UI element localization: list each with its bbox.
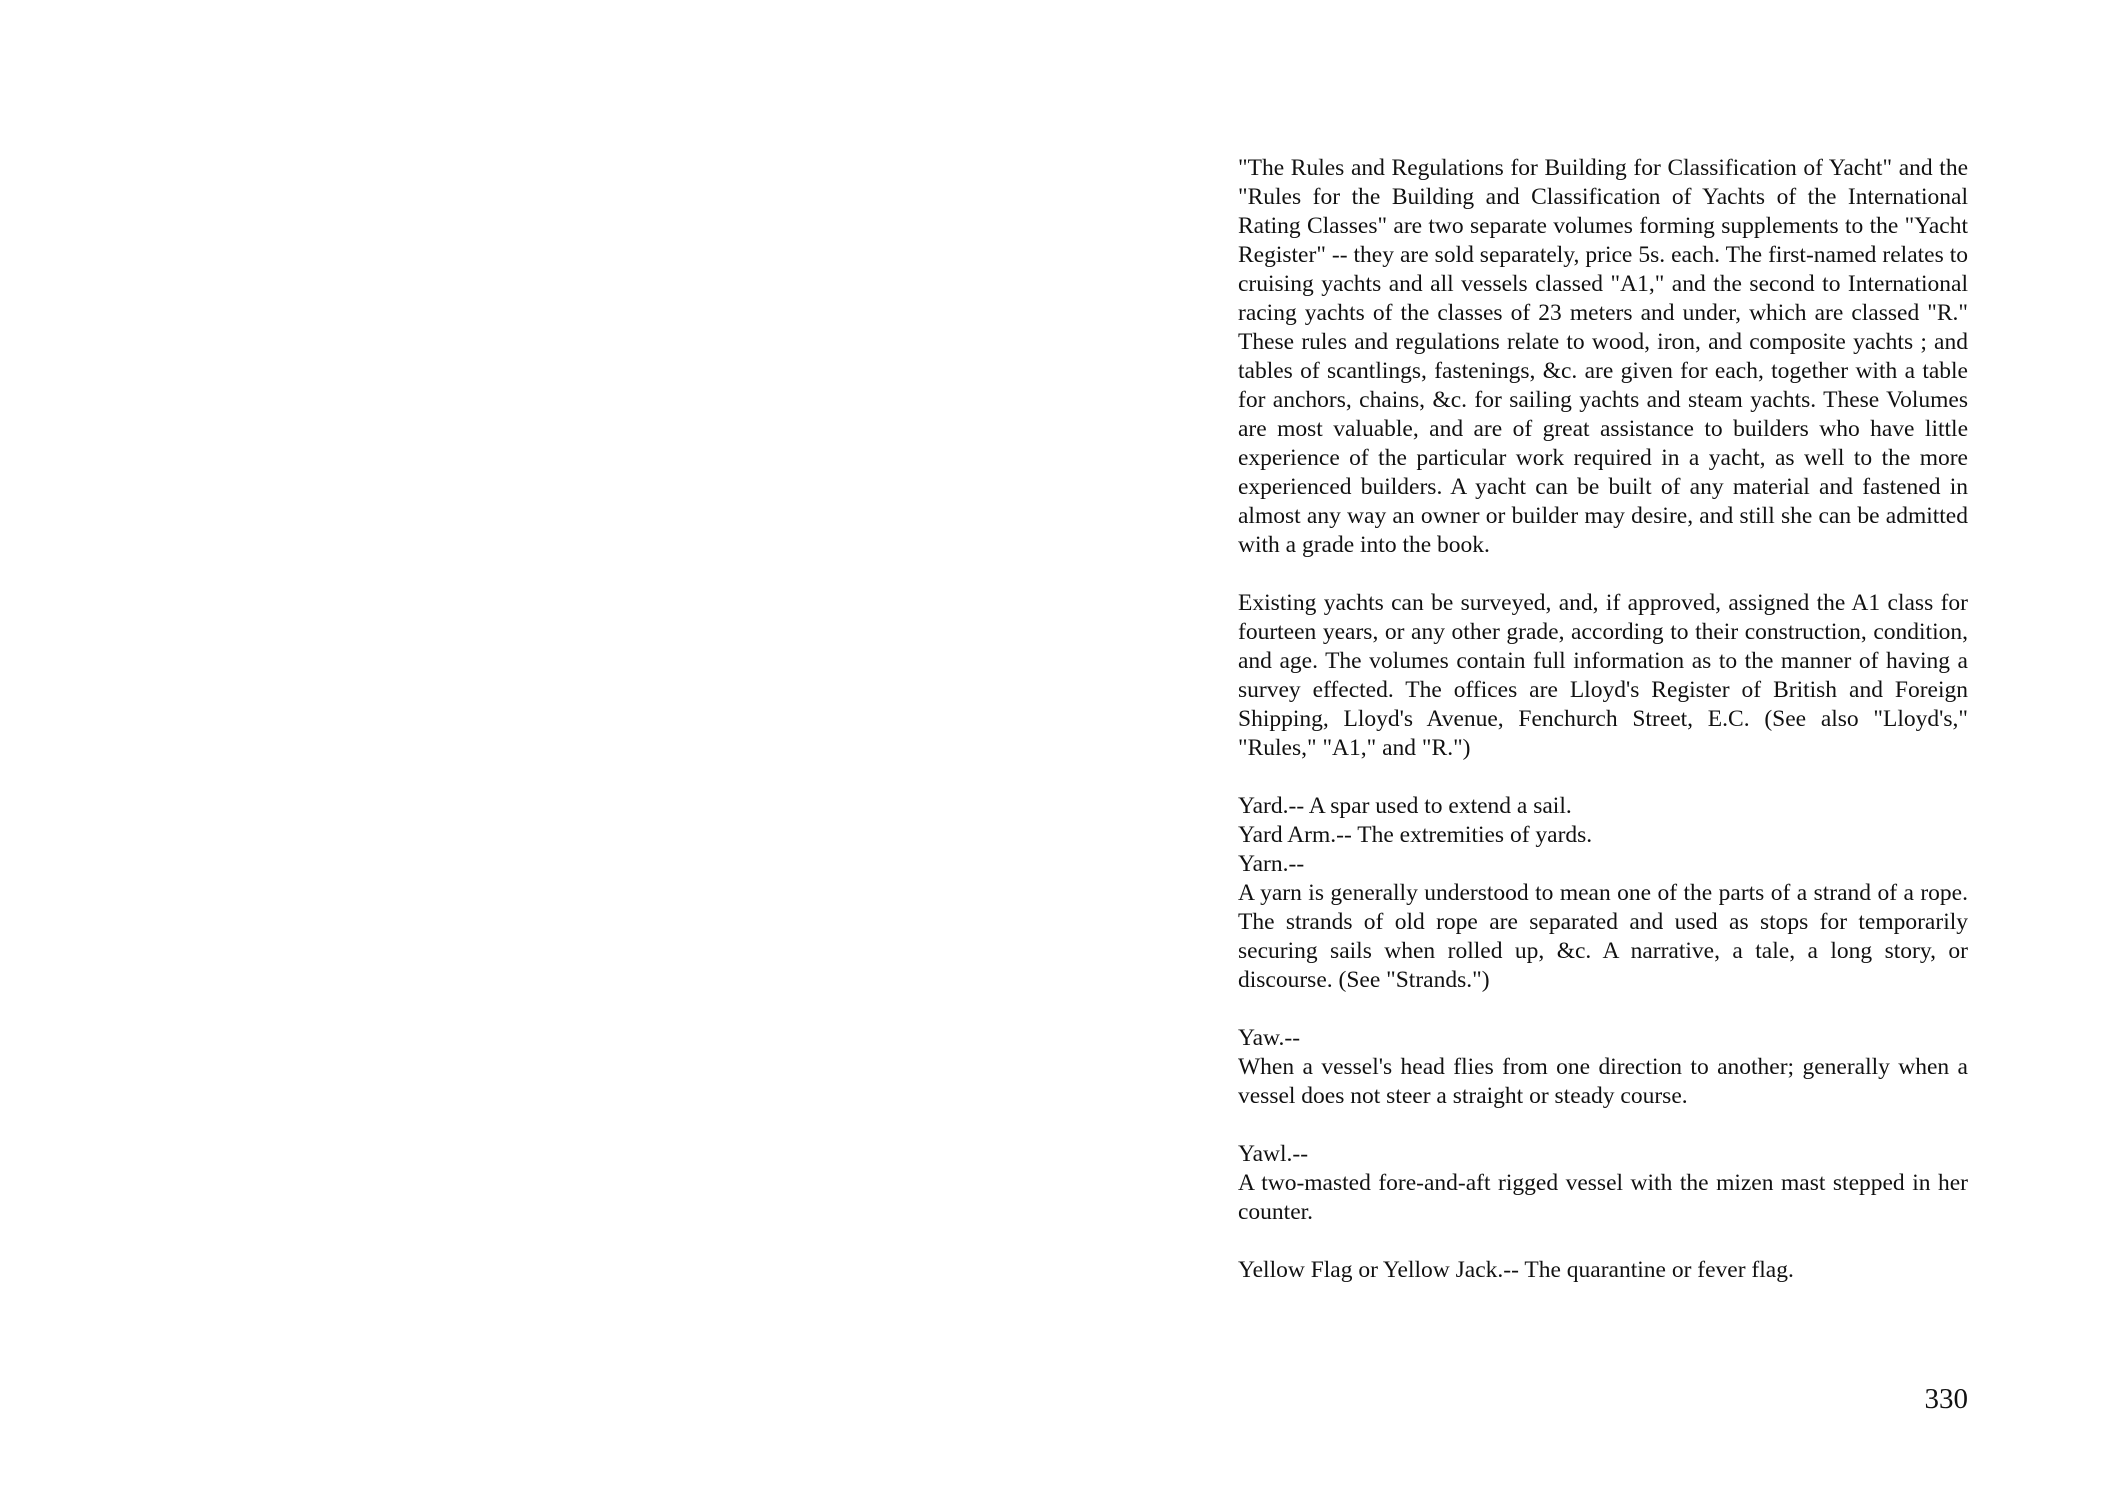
entry-yawl-term: Yawl.--: [1238, 1141, 1309, 1167]
entry-yaw-definition: When a vessel's head flies from one direction to another; generally when a vessel does not steer a straight or steady course.: [1238, 1054, 1968, 1109]
right-page-text-column: [1238, 154, 1968, 1285]
paragraph-existing-yachts: Existing yachts can be surveyed, and, if approved, assigned the A1 class for fourteen years, or any other grade, according to their construction, condition, and age. The volumes contain full information as to the manner of having a survey effected. The offices are Lloyd's Register of British and Foreign Shipping, Lloyd's Avenue, Fenchurch Street, E.C. (See also "Lloyd's," "Rules," "A1," and "R."): [1238, 590, 1968, 761]
entry-yellow-flag: Yellow Flag or Yellow Jack.-- The quarantine or fever flag.: [1238, 1257, 1794, 1283]
page-number: 330: [1924, 1383, 1968, 1415]
entry-yard-arm: Yard Arm.-- The extremities of yards.: [1238, 822, 1593, 848]
entry-group-yawl: [1238, 1140, 1968, 1227]
entry-yaw-term: Yaw.--: [1238, 1025, 1301, 1051]
entry-yard: Yard.-- A spar used to extend a sail.: [1238, 793, 1572, 819]
entry-yarn-term: Yarn.--: [1238, 851, 1305, 877]
entry-group-yard: [1238, 792, 1968, 995]
entry-yawl-definition: A two-masted fore-and-aft rigged vessel with the mizen mast stepped in her counter.: [1238, 1170, 1968, 1225]
entry-group-yaw: [1238, 1024, 1968, 1111]
paragraph-rules-regulations: "The Rules and Regulations for Building for Classification of Yacht" and the "Rules for the Building and Classification of Yachts of the International Rating Classes" are two separate volumes forming supplements to the "Yacht Register" -- they are sold separately, price 5s. each. The first-named relates to cruising yachts and all vessels classed "A1," and the second to International racing yachts of the classes of 23 meters and under, which are classed "R." These rules and regulations relate to wood, iron, and composite yachts ; and tables of scantlings, fastenings, &c. are given for each, together with a table for anchors, chains, &c. for sailing yachts and steam yachts. These Volumes are most valuable, and are of great assistance to builders who have little experience of the particular work required in a yacht, as well to the more experienced builders. A yacht can be built of any material and fastened in almost any way an owner or builder may desire, and still she can be admitted with a grade into the book.: [1238, 155, 1968, 558]
entry-yarn-definition: A yarn is generally understood to mean one of the parts of a strand of a rope. The strands of old rope are separated and used as stops for temporarily securing sails when rolled up, &c. A narrative, a tale, a long story, or discourse. (See "Strands."): [1238, 880, 1968, 993]
